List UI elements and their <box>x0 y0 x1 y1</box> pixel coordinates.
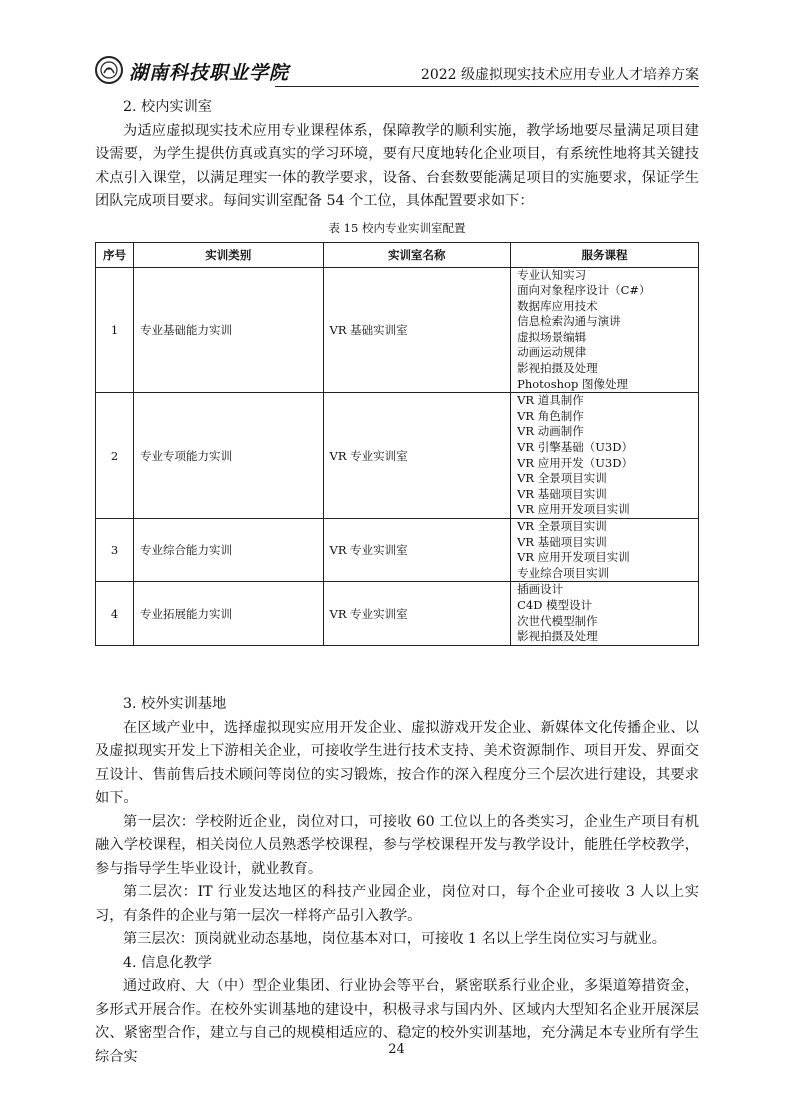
course-item: 动画运动规律 <box>517 345 587 360</box>
course-item: 次世代模型制作 <box>517 613 598 628</box>
header-divider <box>275 86 699 87</box>
section-off-campus-base <box>95 693 699 1069</box>
section-paragraph: 在区域产业中，选择虚拟现实应用开发企业、虚拟游戏开发企业、新媒体文化传播企业、以及虚拟现实开发上下游相关企业，可接收学生进行技术支持、美术资源制作、项目开发、界面交互设计、售前售后技术顾问等岗位的实习锻炼，按合作的深入程度分三个层次进行建设，其要求如下。 <box>95 719 699 806</box>
room-name: VR 基础实训室 <box>323 267 511 393</box>
training-category: 专业基础能力实训 <box>133 267 323 393</box>
column-header: 实训类别 <box>133 242 323 267</box>
table-row <box>96 393 699 519</box>
school-logo-icon <box>95 56 123 84</box>
course-item: 信息检索沟通与演讲 <box>517 314 621 329</box>
course-item: 专业综合项目实训 <box>517 565 610 580</box>
document-title: 2022 级虚拟现实技术应用专业人才培养方案 <box>420 67 699 83</box>
course-item: Photoshop 图像处理 <box>517 376 628 391</box>
course-item: VR 道具制作 <box>517 393 584 408</box>
course-item: VR 全景项目实训 <box>517 519 607 533</box>
section-paragraph: 通过政府、大（中）型企业集团、行业协会等平台，紧密联系行业企业，多渠道筹措资金，多形式开展合作。在校外实训基地的建设中，积极寻求与国内外、区域内大型知名企业开展深层次、紧密型合作，建立与自己的规模相适应的、稳定的校外实训基地，充分满足本专业所有学生综合实 <box>95 978 699 1065</box>
course-item: 插画设计 <box>517 582 564 597</box>
room-name: VR 专业实训室 <box>323 393 511 519</box>
course-item: 面向对象程序设计（C#） <box>517 283 651 298</box>
section-heading: 3. 校外实训基地 <box>123 696 227 712</box>
training-category: 专业综合能力实训 <box>133 519 323 582</box>
course-item: 专业认知实习 <box>517 267 587 282</box>
course-item: VR 应用开发（U3D） <box>517 455 633 470</box>
course-item: VR 应用开发项目实训 <box>517 550 630 565</box>
page-header <box>95 52 699 86</box>
course-item: 影视拍摄及处理 <box>517 361 598 376</box>
column-header: 实训室名称 <box>323 242 511 267</box>
row-number: 4 <box>96 582 134 645</box>
row-number: 1 <box>96 267 134 393</box>
table-caption: 表 15 校内专业实训室配置 <box>328 220 466 235</box>
room-name: VR 专业实训室 <box>323 519 511 582</box>
column-header: 服务课程 <box>511 242 699 267</box>
training-category: 专业拓展能力实训 <box>133 582 323 645</box>
course-list <box>511 267 699 393</box>
course-list <box>511 393 699 519</box>
row-number: 2 <box>96 393 134 519</box>
column-header: 序号 <box>96 242 134 267</box>
table-header-row <box>96 242 699 267</box>
course-item: 数据库应用技术 <box>517 298 598 313</box>
table-row <box>96 519 699 582</box>
page-number: 24 <box>388 1042 405 1057</box>
logo-emblem-icon <box>99 60 119 80</box>
training-room-table <box>95 242 699 646</box>
table-row <box>96 267 699 393</box>
course-item: VR 角色制作 <box>517 408 584 423</box>
course-list <box>511 582 699 645</box>
course-item: 虚拟场景编辑 <box>517 329 587 344</box>
section-paragraph: 第三层次：顶岗就业动态基地，岗位基本对口，可接收 1 名以上学生岗位实习与就业。 <box>123 931 666 947</box>
course-list <box>511 519 699 582</box>
section-paragraph: 为适应虚拟现实技术应用专业课程体系，保障教学的顺利实施，教学场地要尽量满足项目建设需要，为学生提供仿真或真实的学习环境，要有尺度地转化企业项目，有系统性地将其关键技术点引入课堂，以满足理实一体的教学要求，设备、台套数要能满足项目的实施要求，保证学生团队完成项目要求。每间实训室配备 54 个工位，具体配置要求如下： <box>95 122 699 209</box>
school-name-logo: 湖南科技职业学院 <box>129 62 290 84</box>
section-heading: 2. 校内实训室 <box>123 99 212 115</box>
training-category: 专业专项能力实训 <box>133 393 323 519</box>
section-paragraph: 第一层次：学校附近企业，岗位对口，可接收 60 工位以上的各类实习，企业生产项目有机融入学校课程，相关岗位人员熟悉学校课程，参与学校课程开发与教学设计，能胜任学校教学，参与指导学生毕业设计，就业教育。 <box>95 813 699 877</box>
room-name: VR 专业实训室 <box>323 582 511 645</box>
course-item: VR 全景项目实训 <box>517 471 607 486</box>
section-paragraph: 第二层次：IT 行业发达地区的科技产业园企业，岗位对口，每个企业可接收 3 人以上实习，有条件的企业与第一层次一样将产品引入教学。 <box>95 884 699 924</box>
course-item: VR 引擎基础（U3D） <box>517 440 633 455</box>
course-item: VR 基础项目实训 <box>517 534 607 549</box>
course-item: VR 应用开发项目实训 <box>517 502 630 517</box>
row-number: 3 <box>96 519 134 582</box>
course-item: 影视拍摄及处理 <box>517 629 598 644</box>
section-heading: 4. 信息化教学 <box>123 954 212 971</box>
course-item: VR 动画制作 <box>517 424 584 439</box>
course-item: C4D 模型设计 <box>517 597 593 612</box>
course-item: VR 基础项目实训 <box>517 486 607 501</box>
section-on-campus-training <box>95 96 699 646</box>
table-row <box>96 582 699 645</box>
